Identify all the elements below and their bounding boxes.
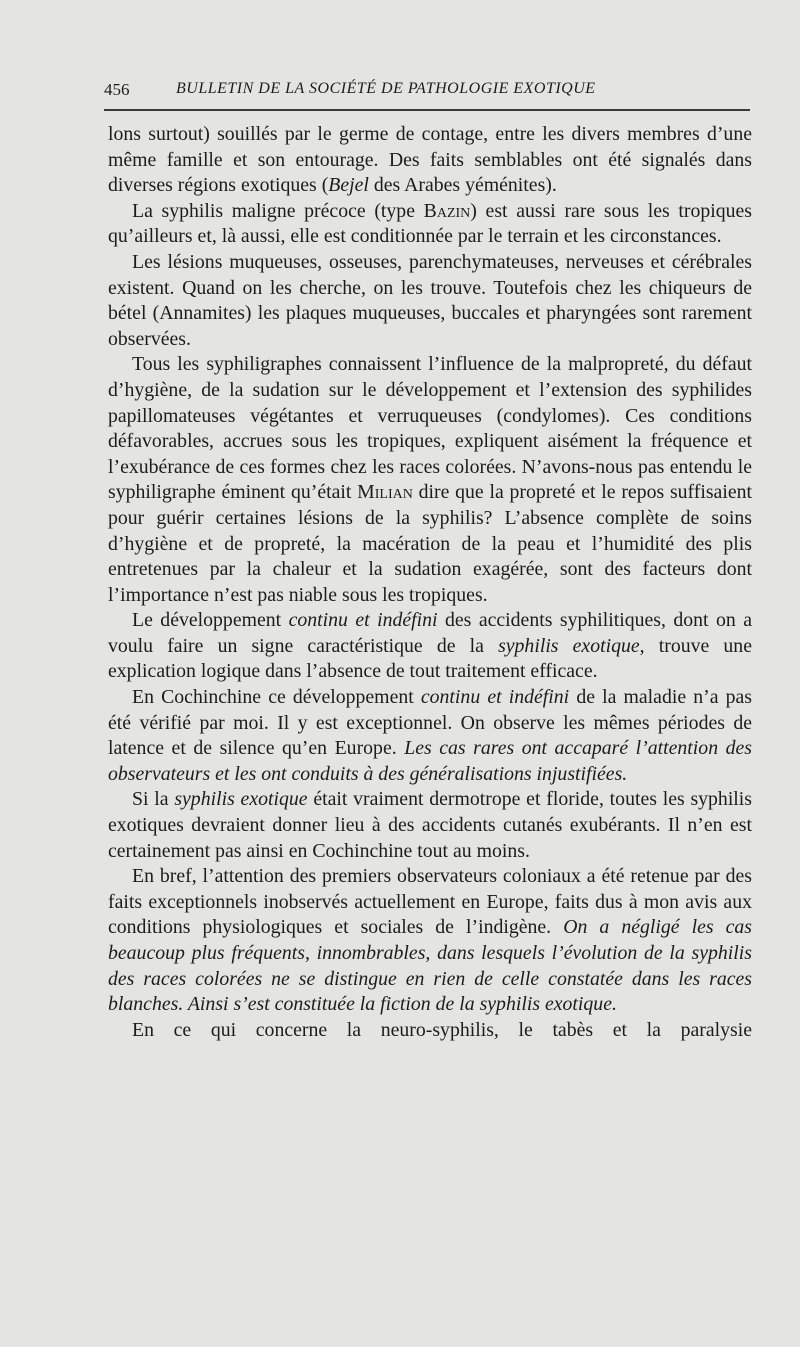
paragraph-syphiligraphes: Tous les syphiligraphes connaissent l’influence de la malpropreté, du défaut d’hygiène, de la sudation sur le développement et l’extension des syphilides papillomateuses végétantes et verruqueuses (condylomes). Ces conditions défavorables, accrues sous les tropiques, expliquent aisément la fréquence et l’exubérance de ces formes chez les races colorées. N’avons-nous pas entendu le syphiligraphe éminent qu’était Milian dire que la propreté et le repos suffisaient pour guérir certaines lésions de la syphilis? L’absence complète de soins d’hygiène et de propreté, la macération de la peau et l’humidité des plis entretenues par la chaleur et la sudation exagérée, sont des facteurs dont l’importance n’est pas niable sous les tropiques. [108, 353, 752, 606]
paragraph-neuro-syphilis: En ce qui concerne la neuro-syphilis, le tabès et la paralysie [132, 1018, 752, 1041]
page-number: 456 [104, 80, 130, 99]
paragraph-developpement: Le développement continu et indéfini des accidents syphilitiques, dont on a voulu faire un signe caractéristique de la syphilis exotique, trouve une explication logique dans l’absence de tout traitement efficace. [108, 609, 752, 683]
paragraph-bejel: lons surtout) souillés par le germe de contage, entre les divers membres d’une même famille et son entourage. Des faits semblables ont été signalés dans diverses régions exotiques (Bejel des Arabes yéménites). [108, 123, 752, 197]
header-rule [104, 109, 750, 111]
running-title: BULLETIN DE LA SOCIÉTÉ DE PATHOLOGIE EXOTIQUE [176, 80, 596, 97]
paragraph-dermotrope: Si la syphilis exotique était vraiment dermotrope et floride, toutes les syphilis exotiques devraient donner lieu à des accidents cutanés exubérants. Il n’en est certainement pas ainsi en Cochinchine tout au moins. [108, 788, 753, 862]
paragraph-cochinchine: En Cochinchine ce développement continu et indéfini de la maladie n’a pas été vérifié par moi. Il y est exceptionnel. On observe les mêmes périodes de latence et de silence qu’en Europe. Les cas rares ont accaparé l’attention des observateurs et les ont conduits à des généralisations injustifiées. [108, 686, 753, 785]
paragraph-syphilis-maligne: La syphilis maligne précoce (type Bazin) est aussi rare sous les tropiques qu’ailleurs et, là aussi, elle est conditionnée par le terrain et les circonstances. [108, 199, 752, 248]
page-header [104, 80, 750, 106]
paragraph-en-bref: En bref, l’attention des premiers observateurs coloniaux a été retenue par des faits exceptionnels inobservés actuellement en Europe, faits dus à mon avis aux conditions physiologiques et sociales de l’indigène. On a négligé les cas beaucoup plus fréquents, innombrables, dans lesquels l’évolution de la syphilis des races colorées ne se distingue en rien de celle constatée dans les races blanches. Ainsi s’est constituée la fiction de la syphilis exotique. [108, 865, 752, 1016]
paragraph-lesions: Les lésions muqueuses, osseuses, parenchymateuses, nerveuses et cérébrales existent. Quand on les cherche, on les trouve. Toutefois chez les chiqueurs de bétel (Annamites) les plaques muqueuses, buccales et pharyngées sont rarement observées. [108, 250, 752, 350]
body-text [108, 122, 752, 1043]
